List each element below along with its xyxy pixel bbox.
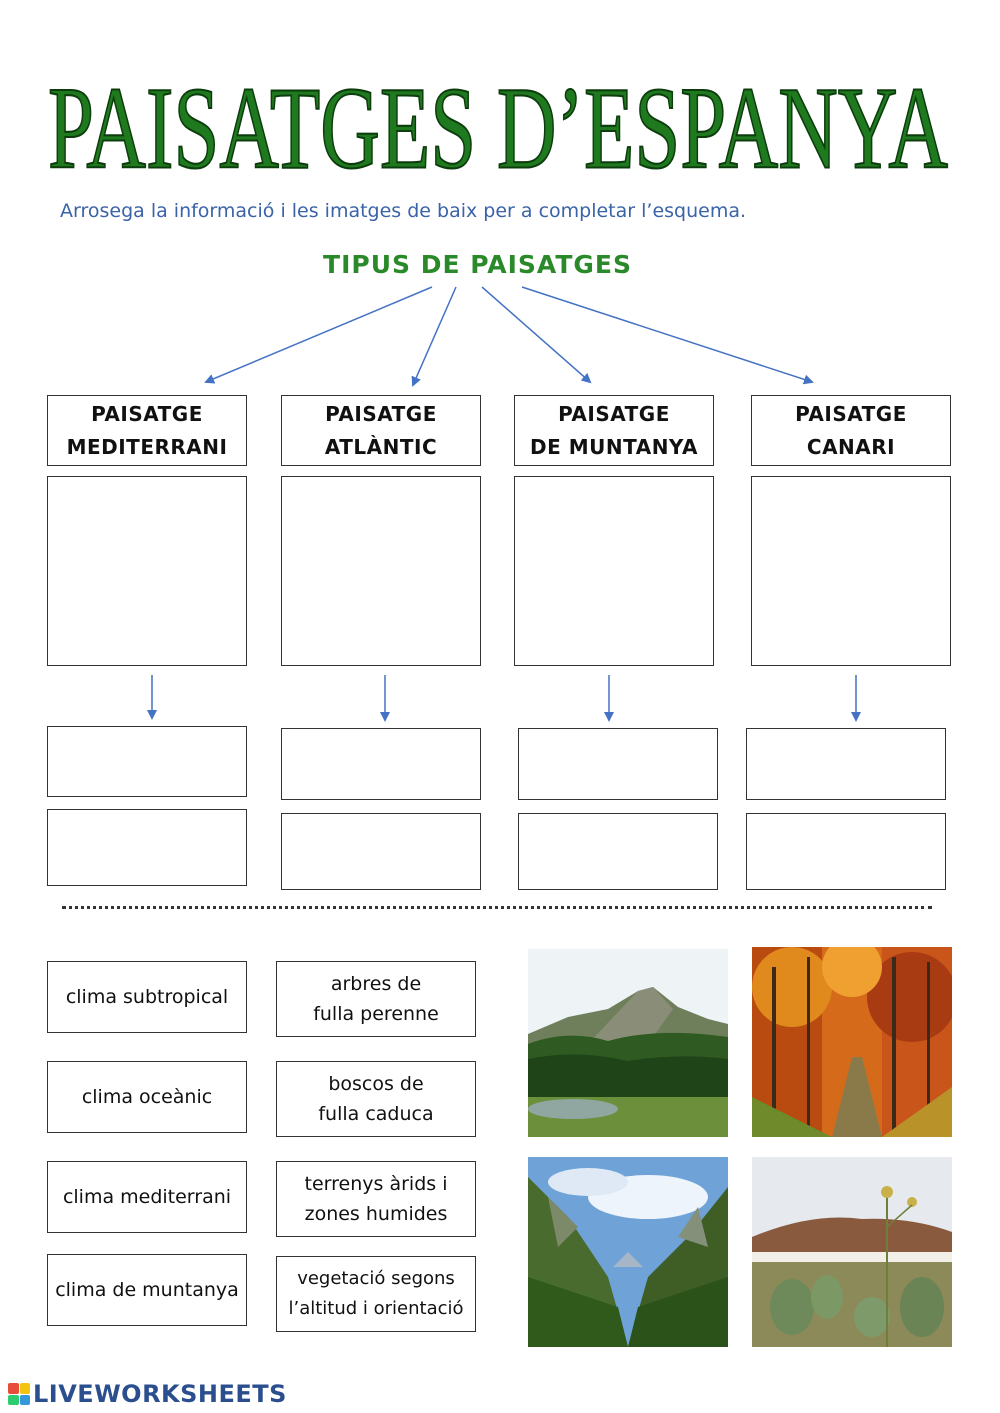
mountain-meadow-photo[interactable]: [528, 949, 728, 1137]
card-line1: vegetació segons: [297, 1268, 455, 1289]
image-drop-zone-canari[interactable]: [751, 476, 951, 666]
header-line2: ATLÀNTIC: [324, 434, 438, 459]
card-label: clima de muntanya: [55, 1279, 239, 1301]
autumn-forest-photo[interactable]: [752, 947, 952, 1137]
header-line1: PAISATGE: [325, 401, 437, 426]
page-title-text: PAISATGES D’ESPANYA: [48, 63, 949, 190]
card-clima-mediterrani[interactable]: [47, 1161, 247, 1233]
header-muntanya: [514, 395, 714, 466]
image-drop-zone-muntanya[interactable]: [514, 476, 714, 666]
logo-text: LIVEWORKSHEETS: [33, 1380, 287, 1408]
logo-icon: [8, 1383, 30, 1405]
arrow-to-mediterrani: [206, 287, 432, 382]
arrow-to-canari: [522, 287, 812, 382]
header-line2: CANARI: [806, 434, 896, 459]
card-boscos-fulla-caduca[interactable]: [276, 1061, 476, 1137]
dotted-separator: [62, 906, 932, 909]
card-line1: arbres de: [330, 973, 422, 995]
image-drop-zone-mediterrani[interactable]: [47, 476, 247, 666]
image-drop-zone-atlantic[interactable]: [281, 476, 481, 666]
arrow-to-muntanya: [482, 287, 590, 382]
header-mediterrani: [47, 395, 247, 466]
types-heading: TIPUS DE PAISATGES: [323, 250, 632, 279]
card-arbres-fulla-perenne[interactable]: [276, 961, 476, 1037]
climate-drop-zone-canari[interactable]: [746, 728, 946, 800]
vegetation-drop-zone-mediterrani[interactable]: [47, 809, 247, 886]
card-line2: fulla perenne: [313, 1003, 439, 1025]
vegetation-drop-zone-muntanya[interactable]: [518, 813, 718, 890]
mountain-valley-photo[interactable]: [528, 1157, 728, 1347]
vegetation-drop-zone-atlantic[interactable]: [281, 813, 481, 890]
card-terrenys-arids[interactable]: [276, 1161, 476, 1237]
climate-drop-zone-atlantic[interactable]: [281, 728, 481, 800]
header-line1: PAISATGE: [795, 401, 907, 426]
card-vegetacio-altitud[interactable]: [276, 1256, 476, 1332]
header-line1: PAISATGE: [558, 401, 670, 426]
card-clima-oceanic[interactable]: [47, 1061, 247, 1133]
header-atlantic: [281, 395, 481, 466]
card-clima-subtropical[interactable]: [47, 961, 247, 1033]
header-line2: MEDITERRANI: [66, 434, 228, 459]
instruction-text: Arrosega la informació i les imatges de baix per a completar l’esquema.: [60, 200, 747, 222]
card-line1: terrenys àrids i: [304, 1173, 448, 1195]
climate-drop-zone-mediterrani[interactable]: [47, 726, 247, 797]
card-label: clima oceànic: [81, 1086, 213, 1108]
card-label: clima mediterrani: [62, 1186, 232, 1208]
liveworksheets-logo: [8, 1380, 287, 1408]
arid-cactus-photo[interactable]: [752, 1157, 952, 1347]
climate-drop-zone-muntanya[interactable]: [518, 728, 718, 800]
vegetation-drop-zone-canari[interactable]: [746, 813, 946, 890]
card-label: clima subtropical: [65, 986, 229, 1008]
card-line2: l’altitud i orientació: [288, 1298, 464, 1319]
arrow-to-atlantic: [413, 287, 456, 385]
header-line2: DE MUNTANYA: [530, 434, 698, 459]
card-clima-de-muntanya[interactable]: [47, 1254, 247, 1326]
card-line1: boscos de: [328, 1073, 424, 1095]
card-line2: fulla caduca: [318, 1103, 434, 1125]
card-line2: zones humides: [304, 1203, 448, 1225]
header-canari: [751, 395, 951, 466]
page-title: [40, 30, 960, 190]
header-line1: PAISATGE: [91, 401, 203, 426]
